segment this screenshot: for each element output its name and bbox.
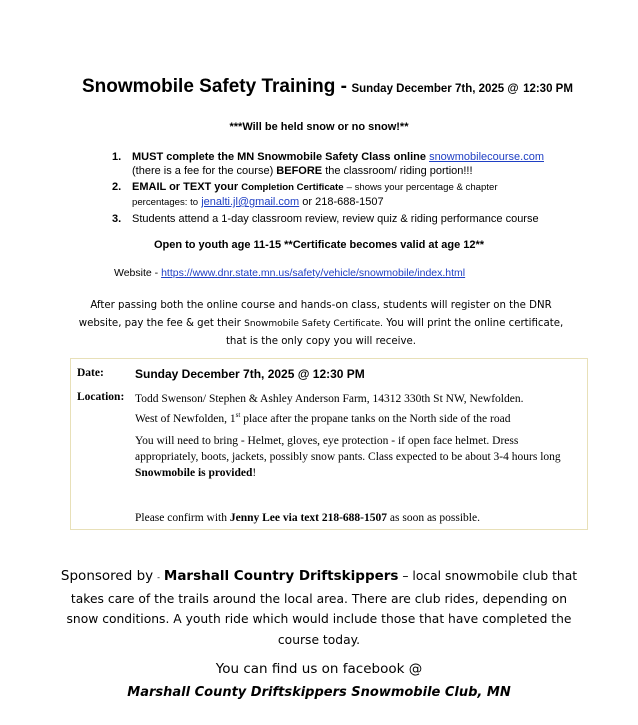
title-date: Sunday December 7th, 2025 @	[351, 83, 519, 95]
step-2-certificate: Completion Certificate	[241, 182, 344, 193]
sponsor-paragraph	[60, 566, 578, 650]
confirm-line	[135, 510, 581, 526]
held-note: ***Will be held snow or no snow!**	[229, 121, 409, 133]
location-directions-end: place after the propane tanks on the North side of the road	[240, 412, 511, 425]
date-label: Date:	[77, 367, 104, 379]
after-passing-paragraph	[76, 297, 566, 351]
step-2-phone: or 218-688-1507	[302, 196, 384, 208]
location-address: Todd Swenson/ Stephen & Ashley Anderson Farm, 14312 330th St NW, Newfolden.	[135, 393, 524, 405]
snowmobile-provided-end: !	[252, 467, 257, 479]
location-sup: st	[235, 411, 241, 419]
title-time: 12:30 PM	[523, 83, 573, 95]
after-passing-text: After passing both the online course and hands-on class, students will register on the DNR website, pay the fee & get their	[78, 300, 552, 329]
event-info-box	[70, 358, 588, 530]
step-2-percentages: percentages: to	[132, 197, 199, 208]
page-title	[82, 76, 622, 98]
confirm-text-end: as soon as possible.	[389, 512, 480, 524]
sponsor-dash: -	[157, 573, 160, 582]
step-2-bold: EMAIL or TEXT your	[132, 181, 239, 193]
step-3	[112, 212, 572, 226]
sponsor-text: – local snowmobile club that takes care of the trails around the local area. There are club rides, depending on snow conditions. A youth ride which would include those that have completed the course today.	[66, 569, 578, 647]
sponsor-lead: Sponsored by	[60, 568, 154, 584]
website-link[interactable]: https://www.dnr.state.mn.us/safety/vehicle/snowmobile/index.html	[161, 267, 466, 279]
sponsor-club: Marshall Country Driftskippers	[163, 568, 399, 584]
step-1-bold: MUST complete the MN Snowmobile Safety Class online	[132, 151, 426, 163]
email-link[interactable]: jenalti.jl@gmail.com	[201, 196, 300, 208]
step-1-note-end: the classroom/ riding portion!!!	[325, 165, 473, 177]
step-1-note: (there is a fee for the course)	[132, 165, 274, 177]
location-label: Location:	[77, 391, 125, 403]
steps-list	[112, 150, 572, 228]
certificate-name: Snowmobile Safety Certificate.	[244, 318, 384, 329]
step-number: 1.	[112, 151, 122, 163]
date-value: Sunday December 7th, 2025 @ 12:30 PM	[135, 367, 365, 381]
confirm-text: Please confirm with	[135, 512, 227, 524]
facebook-club-name: Marshall County Driftskippers Snowmobile Club, MN	[127, 685, 511, 700]
location-directions: West of Newfolden, 1	[135, 412, 236, 425]
youth-note: Open to youth age 11-15 **Certificate becomes valid at age 12**	[153, 239, 485, 251]
after-passing-text-end: You will print the online certificate, that is the only copy you will receive.	[225, 317, 564, 347]
website-line	[114, 267, 465, 279]
title-main: Snowmobile Safety Training -	[82, 76, 347, 97]
bring-text: You will need to bring - Helmet, gloves, eye protection - if open face helmet. Dress appropriately, boots, jackets, possibly snow pants. Class expected to be about 3-4 hours long	[135, 435, 561, 463]
website-label: Website -	[114, 267, 159, 279]
confirm-contact: Jenny Lee via text 218-688-1507	[229, 512, 388, 524]
course-link[interactable]: snowmobilecourse.com	[429, 151, 544, 163]
step-number: 3.	[112, 213, 122, 225]
location-value	[135, 391, 581, 427]
snowmobile-provided: Snowmobile is provided	[135, 467, 253, 479]
step-2	[112, 180, 572, 210]
step-number: 2.	[112, 181, 122, 193]
step-1	[112, 150, 572, 178]
step-3-text: Students attend a 1-day classroom review, review quiz & riding performance course	[132, 213, 539, 225]
bring-list	[135, 433, 581, 481]
step-2-rest: – shows your percentage & chapter	[346, 182, 498, 193]
facebook-line: You can find us on facebook @	[215, 661, 423, 677]
step-1-before: BEFORE	[276, 165, 323, 177]
